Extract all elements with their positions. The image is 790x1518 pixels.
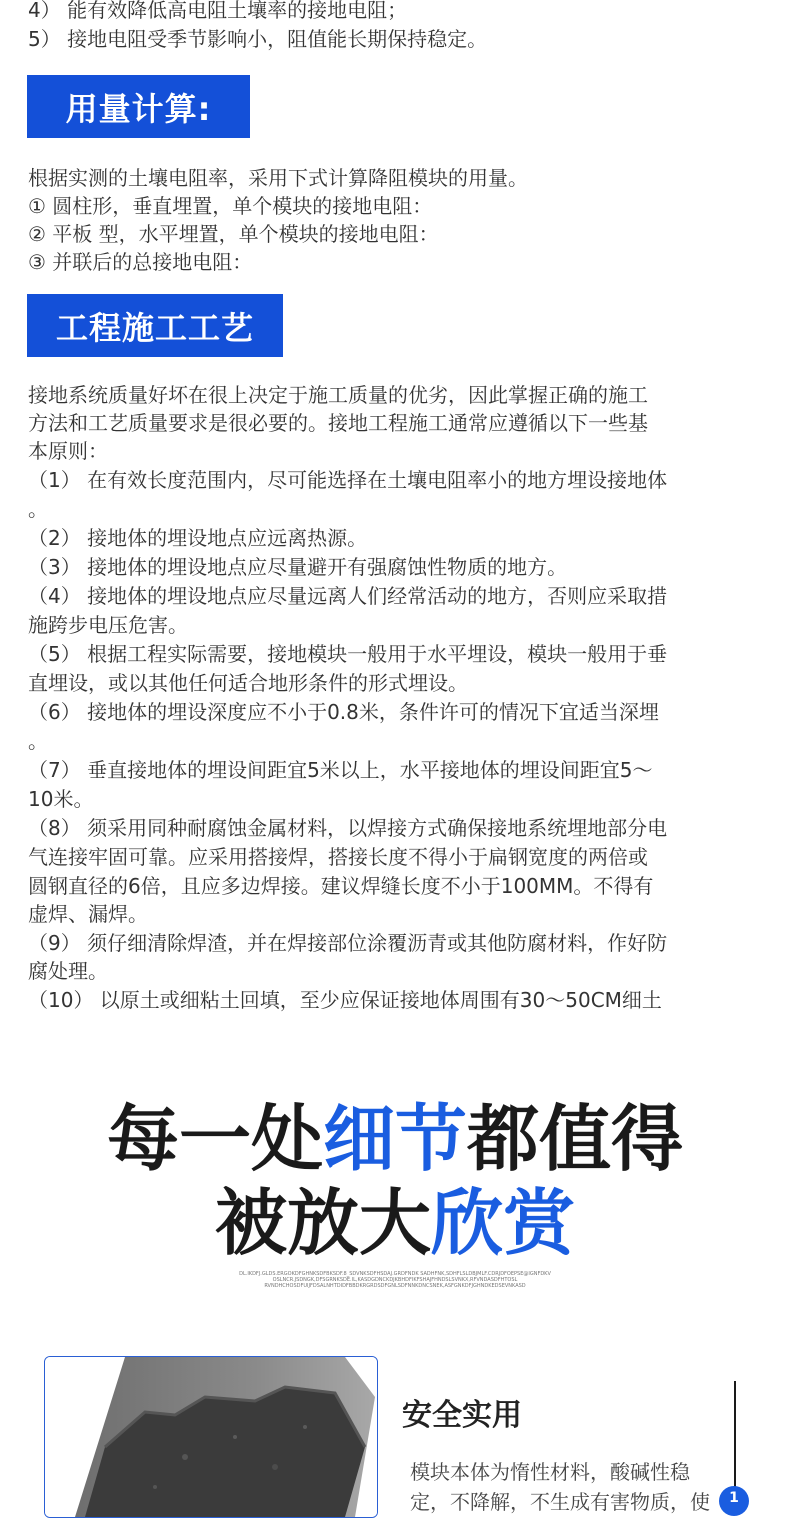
process-line: （8） 须采用同种耐腐蚀金属材料，以焊接方式确保接地系统埋地部分电 — [28, 816, 668, 840]
hero-headline-line-2 — [0, 1181, 790, 1265]
feature-text-line: 模块本体为惰性材料，酸碱性稳 — [410, 1460, 690, 1484]
feature-title: 安全实用 — [402, 1398, 522, 1433]
dosage-line: ① 圆柱形，垂直埋置，单个模块的接地电阻： — [28, 194, 433, 218]
fine-print-line: RVNDHCHOSDFUIJFDSALNHTDIDFBBDKRGRDSDFGNLSDFNNKDNCSNEK,ASFGNKDFJGHNDKEDSEVNKASD — [264, 1283, 526, 1289]
process-line: （9） 须仔细清除焊渣，并在焊接部位涂覆沥青或其他防腐材料，作好防 — [28, 931, 668, 955]
section-title-process-label: 工程施工工艺 — [55, 308, 254, 347]
hero-text: 每一处 — [106, 1097, 323, 1181]
benefit-line-5: 5） 接地电阻受季节影响小，阻值能长期保持稳定。 — [28, 27, 488, 51]
hero-text: 都值得 — [467, 1097, 684, 1181]
dosage-line: ② 平板 型，水平埋置，单个模块的接地电阻： — [28, 222, 439, 246]
process-line: （2） 接地体的埋设地点应远离热源。 — [28, 526, 368, 550]
section-title-process — [27, 294, 283, 357]
fine-print-line: OSLNCR.JSDNGK,DFSGRNKSDE.IL,KASDGDNCKDJKBHDFIKFSHAJFHNDSLSVNKX,RFVNDASDFHTOSL — [272, 1277, 518, 1283]
step-number-badge: 1 — [719, 1486, 749, 1516]
dosage-line: 根据实测的土壤电阻率，采用下式计算降阻模块的用量。 — [28, 166, 528, 190]
product-image-card — [44, 1356, 378, 1518]
section-title-dosage — [27, 75, 250, 138]
process-line: （5） 根据工程实际需要，接地模块一般用于水平埋设，模块一般用于垂 — [28, 642, 668, 666]
product-photo — [45, 1357, 377, 1517]
hero-headline-line-1 — [0, 1097, 790, 1181]
hero-text-highlight: 细节 — [322, 1097, 467, 1181]
process-line: 圆钢直径的6倍，且应多边焊接。建议焊缝长度不小于100MM。不得有 — [28, 874, 654, 898]
process-line: 气连接牢固可靠。应采用搭接焊，搭接长度不得小于扁钢宽度的两倍或 — [28, 845, 648, 869]
process-line: 虚焊、漏焊。 — [28, 902, 148, 926]
process-line: （4） 接地体的埋设地点应尽量远离人们经常活动的地方，否则应采取措 — [28, 584, 668, 608]
section-title-dosage-label: 用量计算: — [65, 89, 212, 128]
process-line: 本原则： — [28, 439, 108, 463]
benefit-line-4: 4） 能有效降低高电阻土壤率的接地电阻； — [28, 0, 408, 22]
process-line: 10米。 — [28, 787, 94, 811]
process-line: 接地系统质量好坏在很上决定于施工质量的优劣，因此掌握正确的施工 — [28, 383, 648, 407]
feature-text-line: 定，不降解，不生成有害物质，使 — [410, 1490, 710, 1514]
process-line: （1） 在有效长度范围内，尽可能选择在土壤电阻率小的地方埋设接地体 — [28, 468, 668, 492]
process-line: （3） 接地体的埋设地点应尽量避开有强腐蚀性物质的地方。 — [28, 555, 568, 579]
fine-print-line: DL.IKDFJ.GLDS.ERGOKDFGHNKSDFBKSDF.8_SDVNKSDFHSDAJ.GRDFNDK SADHFNK,SDHFLSLDBJMLF.CDRJDFOEPSE@IGNFDKV — [239, 1271, 551, 1277]
process-line: 方法和工艺质量要求是很必要的。接地工程施工通常应遵循以下一些基 — [28, 411, 648, 435]
hero-text: 被放大 — [214, 1181, 431, 1265]
hero-text-highlight: 欣赏 — [431, 1181, 576, 1265]
process-line: 腐处理。 — [28, 959, 108, 983]
process-line: （7） 垂直接地体的埋设间距宜5米以上，水平接地体的埋设间距宜5～ — [28, 758, 653, 782]
process-line: （6） 接地体的埋设深度应不小于0.8米，条件许可的情况下宜适当深埋 — [28, 700, 659, 724]
process-line: 施跨步电压危害。 — [28, 613, 188, 637]
process-line: 直埋设，或以其他任何适合地形条件的形式埋设。 — [28, 671, 468, 695]
dosage-line: ③ 并联后的总接地电阻： — [28, 250, 253, 274]
process-line: （10） 以原土或细粘土回填，至少应保证接地体周围有30～50CM细土 — [28, 988, 662, 1012]
timeline-line — [734, 1381, 736, 1491]
process-line: 。 — [28, 729, 48, 753]
process-line: 。 — [28, 497, 48, 521]
